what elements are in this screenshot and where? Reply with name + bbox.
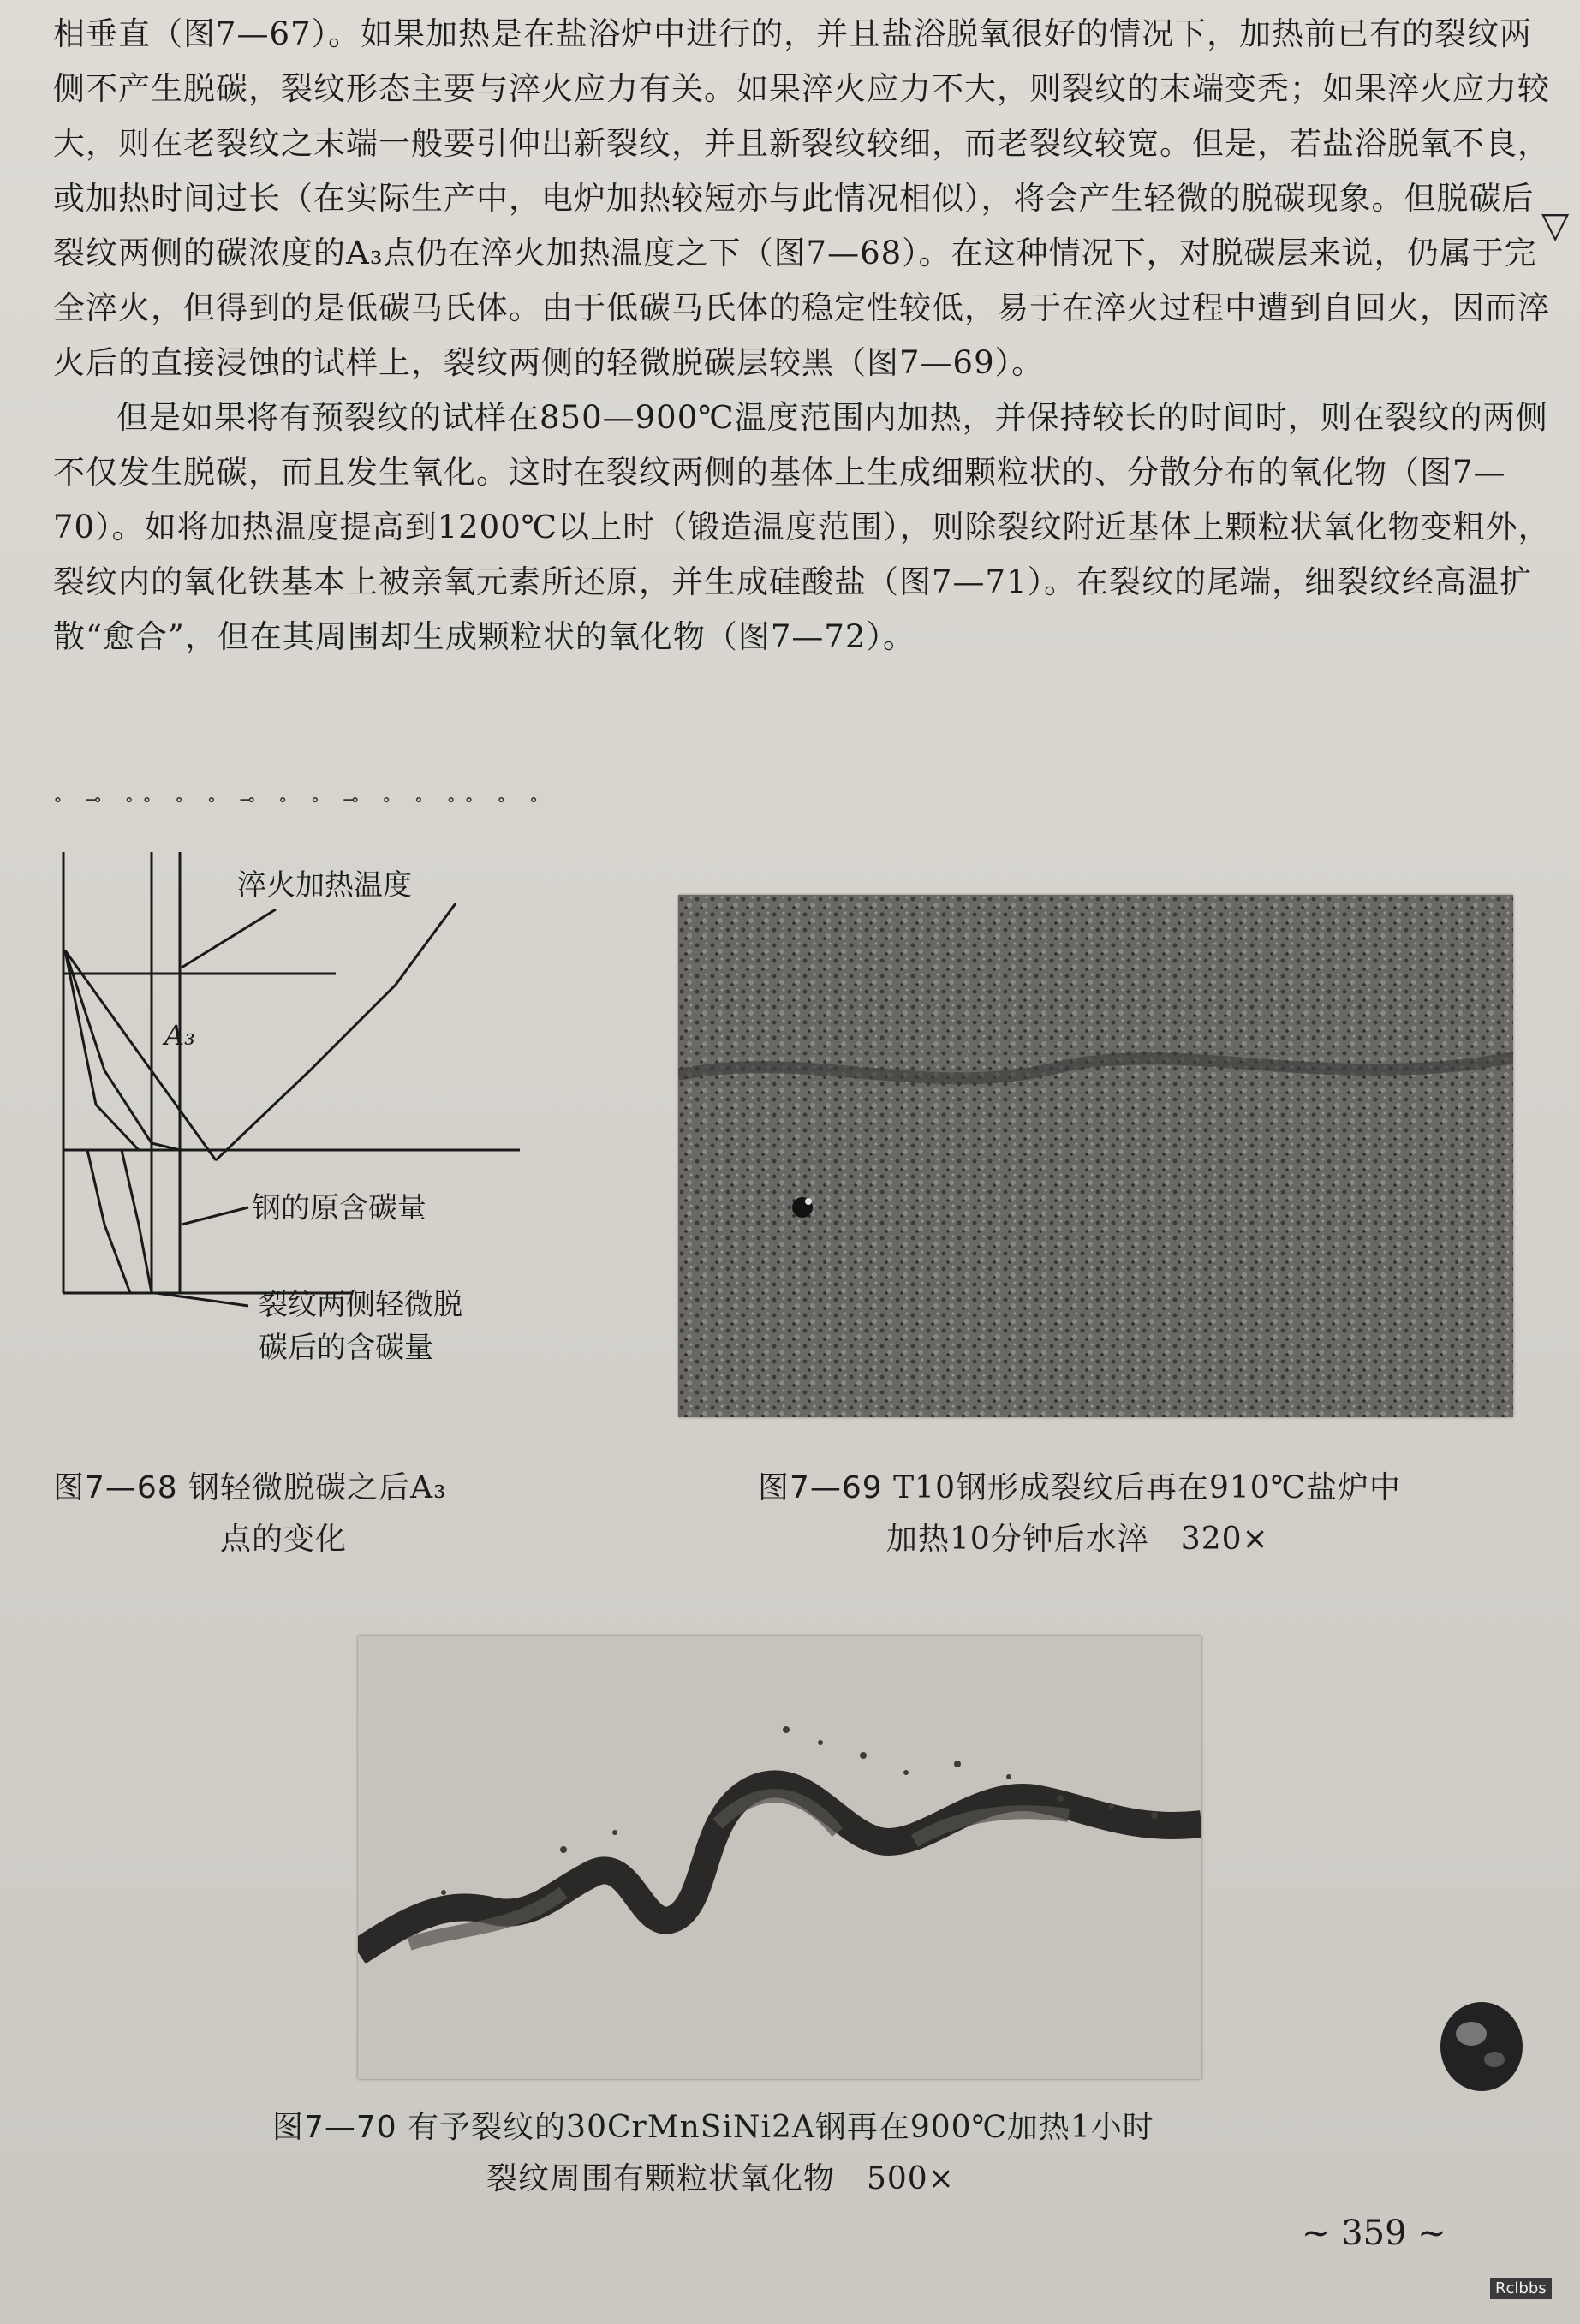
label-original-carbon: 钢的原含碳量 (252, 1191, 426, 1225)
label-a3: A₃ (164, 1019, 195, 1052)
caption-68-line1: 钢轻微脱碳之后A₃ (188, 1470, 447, 1505)
pointer-quench (182, 909, 276, 968)
figure-7-70-micrograph (358, 1636, 1201, 2079)
caption-68-line2: 点的变化 (220, 1522, 348, 1557)
pointer-decarb (156, 1293, 248, 1306)
caption-68-number: 图7—68 (53, 1470, 178, 1505)
page-number: ~ 359 ~ (1302, 2214, 1446, 2253)
label-decarb-line1: 裂纹两侧轻微脱 (259, 1288, 462, 1322)
pointer-carbon (182, 1207, 248, 1225)
caption-69-line1: T10钢形成裂纹后再在910℃盐炉中 (893, 1470, 1401, 1505)
micrograph-70-svg (358, 1636, 1201, 2079)
decarb-curve (65, 950, 180, 1150)
paragraph-2: 但是如果将有预裂纹的试样在850—900℃温度范围内加热，并保持较长的时间时，则在裂纹的两侧不仅发生脱碳，而且发生氧化。这时在裂纹两侧的基体上生成细颗粒状的、分散分布的氧化物（图7—70）。如将加热温度提高到1200℃以上时（锻造温度范围），则除裂纹附近基体上颗粒状氧化物变粗外，裂纹内的氧化铁基本上被亲氧元素所还原，并生成硅酸盐（图7—71）。在裂纹的尾端，细裂纹经高温扩散“愈合”，但在其周围却生成颗粒状的氧化物（图7—72）。 (53, 399, 1551, 655)
ink-blot-icon (1422, 1991, 1541, 2102)
caption-69-line2: 加热10分钟后水淬 320× (886, 1522, 1269, 1557)
caption-70-line1: 有予裂纹的30CrMnSiNi2A钢再在900℃加热1小时 (408, 2110, 1154, 2145)
a3-curve-left (65, 950, 216, 1160)
diagram-svg (53, 848, 533, 1362)
a3-curve-right (216, 903, 456, 1160)
label-quench-temp: 淬火加热温度 (237, 868, 412, 903)
lower-curve-2 (122, 1150, 152, 1293)
figure-7-68-diagram (53, 848, 533, 1362)
watermark-logo: Rclbbs (1490, 2278, 1552, 2299)
caption-fig-7-68 (53, 1463, 584, 1565)
micrograph-69-svg (678, 895, 1513, 1417)
body-text (53, 7, 1552, 664)
margin-triangle-mark: ▽ (1541, 204, 1570, 246)
caption-70-number: 图7—70 (272, 2110, 397, 2145)
caption-70-line2: 裂纹周围有颗粒状氧化物 500× (486, 2161, 955, 2196)
caption-fig-7-70 (272, 2102, 1386, 2205)
lower-curve-1 (87, 1150, 130, 1293)
paragraph-1: 相垂直（图7—67）。如果加热是在盐浴炉中进行的，并且盐浴脱氧很好的情况下，加热前已有的裂纹两侧不产生脱碳，裂纹形态主要与淬火应力有关。如果淬火应力不大，则裂纹的末端变秃；如果淬火应力较大，则在老裂纹之末端一般要引伸出新裂纹，并且新裂纹较细，而老裂纹较宽。但是，若盐浴脱氧不良，或加热时间过长（在实际生产中，电炉加热较短亦与此情况相似），将会产生轻微的脱碳现象。但脱碳后裂纹两侧的碳浓度的A₃点仍在淬火加热温度之下（图7—68）。在这种情况下，对脱碳层来说，仍属于完全淬火，但得到的是低碳马氏体。由于低碳马氏体的稳定性较低，易于在淬火过程中遭到自回火，因而淬火后的直接浸蚀的试样上，裂纹两侧的轻微脱碳层较黑（图7—69）。 (53, 15, 1550, 381)
figure-7-69-micrograph (678, 895, 1513, 1417)
label-decarb-line2: 碳后的含碳量 (259, 1331, 433, 1362)
handwritten-scribble: ∘ ⊸ ∘∘ ∘ ∘ ⊸ ∘ ∘ ⊸ ∘ ∘ ∘∘ ∘ ∘ (53, 790, 547, 811)
caption-69-number: 图7—69 (758, 1470, 883, 1505)
caption-fig-7-69 (758, 1463, 1529, 1565)
